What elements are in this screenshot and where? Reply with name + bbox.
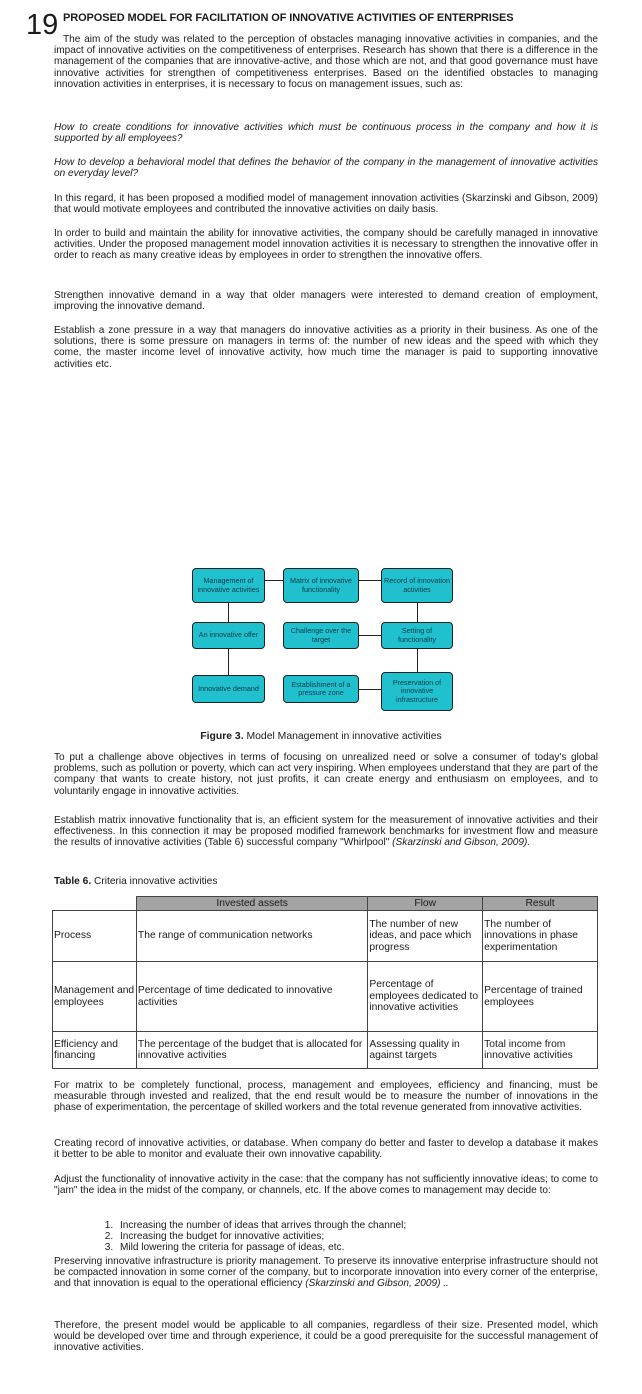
paragraph-preserving bbox=[54, 1256, 598, 1290]
table-cell: Assessing quality in against targets bbox=[368, 1032, 483, 1069]
paragraph-model: In this regard, it has been proposed a modified model of management innovation activities (Skarzinski and Gibson, 2009) that would motivate employees and contributed the innovative activities on daily basis. bbox=[54, 193, 598, 216]
node-preservation-of-innovative-infrastructure: Preservation of innovative infrastructure bbox=[381, 672, 453, 711]
paragraph-intro: The aim of the study was related to the perception of obstacles managing innovative activities in companies, and the impact of innovative activities on the competitiveness of enterprises. Research has shown that there is a difference in the management of the companies that are innovative-active, and those which are not, and that good governance must have innovative activities for strengthen of competitiveness enterprises. Based on the identified obstacles to managing innovation activities in enterprises, it is necessary to focus on management issues, such as: bbox=[54, 34, 598, 90]
figure-caption bbox=[0, 731, 642, 742]
paragraph-record: Creating record of innovative activities, or database. When company do better and faster to develop a database it makes it better to be able to monitor and evaluate their own innovative capability. bbox=[54, 1138, 598, 1161]
table-row bbox=[53, 962, 598, 1032]
paragraph-innovative-demand: Strengthen innovative demand in a way that older managers were interested to demand creation of employment, improving the innovative demand. bbox=[54, 290, 598, 313]
connector-line bbox=[228, 648, 229, 676]
table-cell: Efficiency and financing bbox=[53, 1032, 137, 1069]
table-caption bbox=[54, 876, 217, 887]
paragraph-preserving-text: Preserving innovative infrastructure is priority management. To preserve its innovative enterprise infrastructure should not be compacted innovation in some corner of the company, but to incorporate innovation into every corner of the enterprise, and that innovation is equal to the operational efficiency bbox=[54, 1256, 598, 1290]
node-challenge-over-the-target: Challenge over the target bbox=[283, 622, 359, 649]
table-cell: The number of innovations in phase experimentation bbox=[483, 911, 598, 962]
table-row bbox=[53, 911, 598, 962]
question-2: How to develop a behavioral model that defines the behavior of the company in the management of innovative activities on everyday level? bbox=[54, 157, 598, 180]
node-matrix-of-innovative-functionality: Matrix of innovative functionality bbox=[283, 568, 359, 603]
table-cell: Management and employees bbox=[53, 962, 137, 1032]
table-label: Table 6. bbox=[54, 876, 92, 887]
table-cell: Percentage of trained employees bbox=[483, 962, 598, 1032]
node-innovative-demand: Innovative demand bbox=[192, 675, 265, 703]
paragraph-matrix-functional: For matrix to be completely functional, process, management and employees, efficiency and financing, must be measurable through invested and realized, that the end result would be to measure the number of innovations in the phase of experimentation, the percentage of skilled workers and the total revenue generated from innovative activities. bbox=[54, 1080, 598, 1114]
paragraph-challenge: To put a challenge above objectives in terms of focusing on unrealized need or solve a consumer of today's global problems, such as pollution or poverty, which can act very inspiring. When employees understand that they are part of the company that wants to create history, not just profits, it can create energy and enthusiasm on employees, and to voluntarily engage in innovative activities. bbox=[54, 752, 598, 797]
section-heading: PROPOSED MODEL FOR FACILITATION OF INNOVATIVE ACTIVITIES OF ENTERPRISES bbox=[63, 12, 514, 24]
node-establishment-of-pressure-zone: Establishment of a pressure zone bbox=[283, 675, 359, 703]
management-decision-list bbox=[54, 1220, 642, 1254]
table-header-cell: Invested assets bbox=[136, 897, 367, 911]
table-cell: Process bbox=[53, 911, 137, 962]
table-header-cell: Result bbox=[483, 897, 598, 911]
connector-line bbox=[358, 635, 382, 636]
node-innovative-offer: An innovative offer bbox=[192, 622, 265, 649]
citation: (Skarzinski and Gibson, 2009). bbox=[392, 837, 531, 849]
connector-line bbox=[358, 689, 382, 690]
criteria-table bbox=[52, 896, 598, 1069]
paragraph-adjust: Adjust the functionality of innovative activity in the case: that the company has not sufficiently innovative ideas; to come to "jam" the idea in the midst of the company, or channels, etc. If the above comes to management may decide to: bbox=[54, 1174, 598, 1197]
table-cell: Percentage of time dedicated to innovative activities bbox=[136, 962, 367, 1032]
figure-label: Figure 3. bbox=[200, 731, 244, 742]
table-header-cell-empty bbox=[53, 897, 137, 911]
connector-line bbox=[264, 580, 284, 581]
connector-line bbox=[358, 580, 382, 581]
node-record-of-innovation-activities: Record of innovation activities bbox=[381, 568, 453, 603]
table-caption-text: Criteria innovative activities bbox=[91, 876, 218, 887]
table-cell: The number of new ideas, and pace which progress bbox=[368, 911, 483, 962]
connector-line bbox=[417, 602, 418, 623]
management-model-diagram bbox=[192, 568, 462, 718]
question-1: How to create conditions for innovative activities which must be continuous process in the company and how it is supported by all employees? bbox=[54, 122, 598, 145]
table-row bbox=[53, 1032, 598, 1069]
citation: (Skarzinski and Gibson, 2009) .. bbox=[305, 1278, 449, 1290]
paragraph-innovative-offer: In order to build and maintain the ability for innovative activities, the company should be carefully managed in innovative activities. Under the proposed management model innovation activities it is necessary to strengthen the innovative offer in order to reach as many creative ideas by employees in order to strengthen the innovative offers. bbox=[54, 228, 598, 262]
table-header-row bbox=[53, 897, 598, 911]
connector-line bbox=[228, 602, 229, 623]
paragraph-matrix-text: Establish matrix innovative functionality that is, an efficient system for the measurement of innovative activities and their effectiveness. In this connection it may be proposed modified framework benchmarks for investment flow and measure the results of innovative activities (Table 6) successful company "Whirlpool" bbox=[54, 815, 598, 849]
list-item: 1. Increasing the number of ideas that arrives through the channel; bbox=[116, 1220, 642, 1231]
table-cell: The percentage of the budget that is allocated for innovative activities bbox=[136, 1032, 367, 1069]
figure-caption-text: Model Management in innovative activities bbox=[243, 731, 442, 742]
paragraph-matrix bbox=[54, 815, 598, 849]
page-number: 19 bbox=[26, 9, 59, 41]
list-item: 2. Increasing the budget for innovative activities; bbox=[116, 1231, 642, 1242]
node-management-of-innovative-activities: Management of innovative activities bbox=[192, 568, 265, 603]
node-setting-of-functionality: Setting of functionality bbox=[381, 622, 453, 649]
list-item: 3. Mild lowering the criteria for passage of ideas, etc. bbox=[116, 1242, 642, 1253]
table-cell: Total income from innovative activities bbox=[483, 1032, 598, 1069]
paragraph-pressure-zone: Establish a zone pressure in a way that managers do innovative activities as a priority in their business. As one of the solutions, there is some pressure on managers in terms of: the number of new ideas and the speed with which they come, the master income level of innovative activity, how much time the manager is paid to supporting innovative activities etc. bbox=[54, 325, 598, 370]
paragraph-conclusion: Therefore, the present model would be applicable to all companies, regardless of their size. Presented model, which would be developed over time and through experience, it could be a good prerequisite for the successful management of innovative activities. bbox=[54, 1320, 598, 1354]
table-cell: The range of communication networks bbox=[136, 911, 367, 962]
table-header-cell: Flow bbox=[368, 897, 483, 911]
table-cell: Percentage of employees dedicated to innovative activities bbox=[368, 962, 483, 1032]
